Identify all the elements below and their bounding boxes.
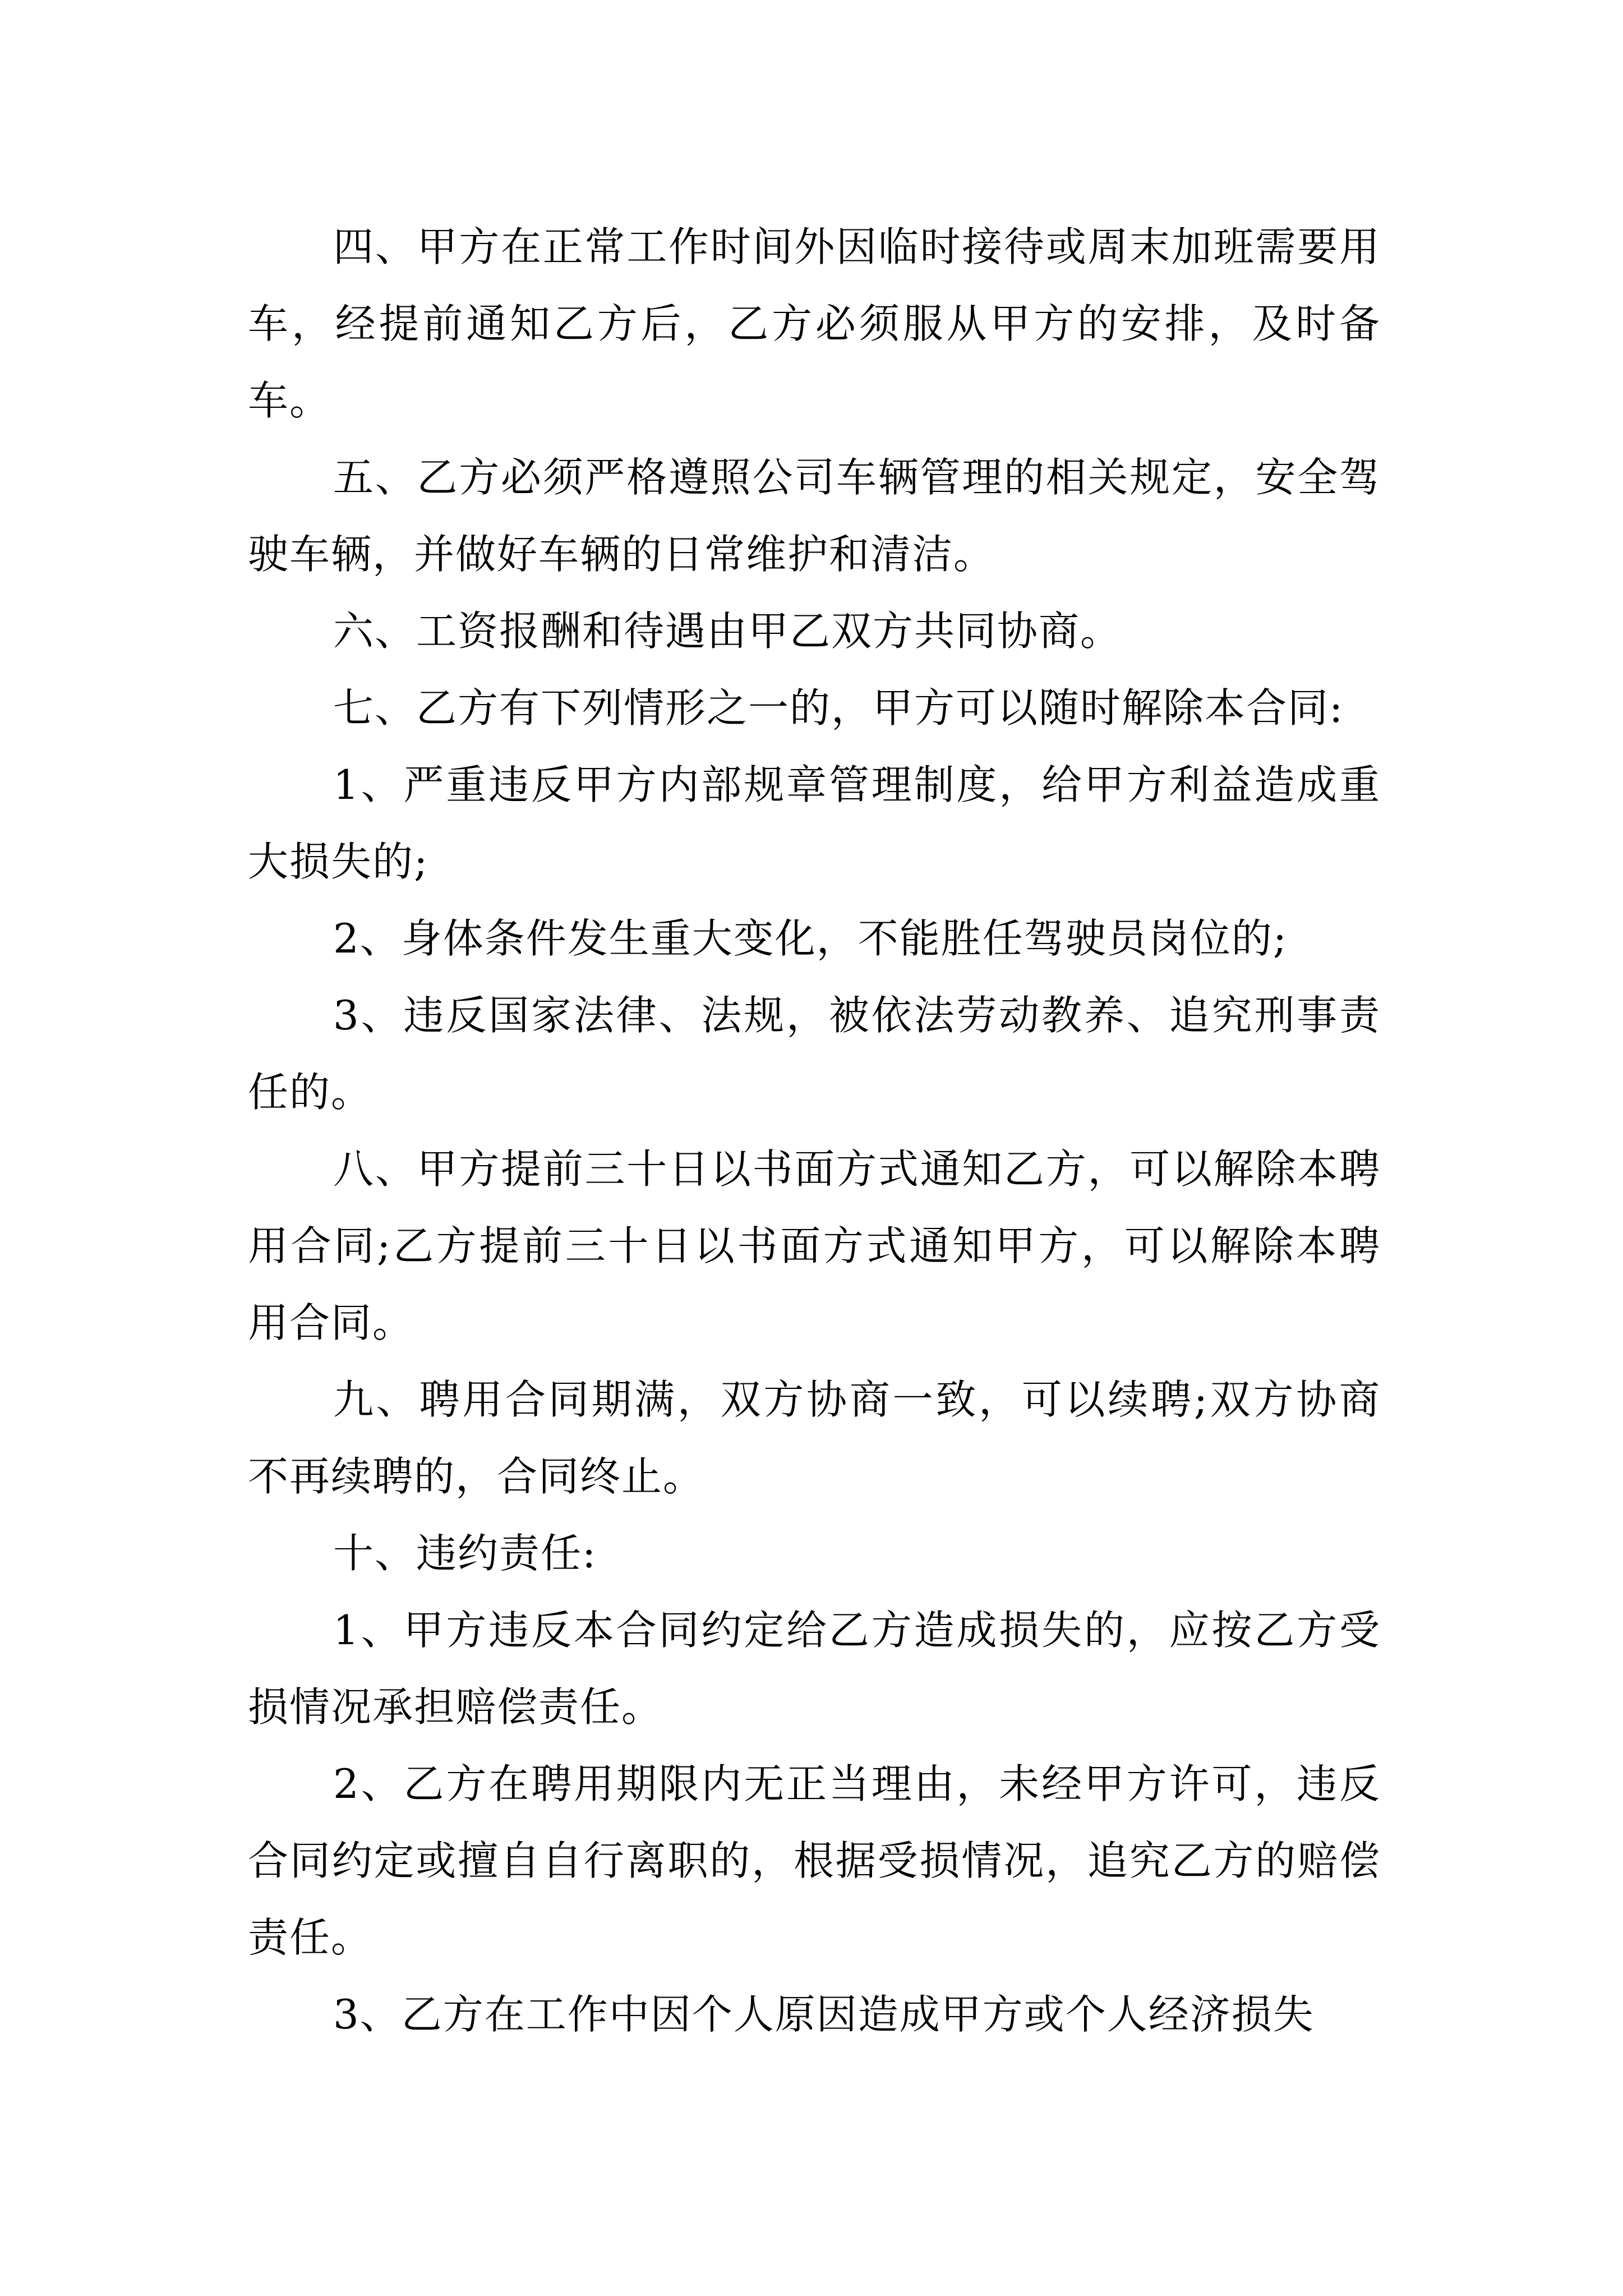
paragraph-clause-7: 七、乙方有下列情形之一的，甲方可以随时解除本合同: bbox=[333, 684, 1344, 731]
paragraph-clause-5: 五、乙方必须严格遵照公司车辆管理的相关规定，安全驾驶车辆，并做好车辆的日常维护和清洁。 bbox=[248, 454, 1381, 578]
paragraph-clause-8: 八、甲方提前三十日以书面方式通知乙方，可以解除本聘用合同;乙方提前三十日以书面方式通知甲方，可以解除本聘用合同。 bbox=[248, 1145, 1381, 1346]
paragraph-clause-4: 四、甲方在正常工作时间外因临时接待或周末加班需要用车，经提前通知乙方后，乙方必须服从甲方的安排，及时备车。 bbox=[248, 223, 1381, 424]
paragraph-clause-10: 十、违约责任: bbox=[333, 1530, 597, 1577]
paragraph-clause-9: 九、聘用合同期满，双方协商一致，可以续聘;双方协商不再续聘的，合同终止。 bbox=[248, 1376, 1381, 1500]
paragraph-clause-7-item-1: 1、严重违反甲方内部规章管理制度，给甲方利益造成重大损失的; bbox=[248, 761, 1381, 885]
paragraph-clause-7-item-2: 2、身体条件发生重大变化，不能胜任驾驶员岗位的; bbox=[333, 915, 1288, 962]
paragraph-clause-10-item-3: 3、乙方在工作中因个人原因造成甲方或个人经济损失 bbox=[333, 1991, 1315, 2038]
paragraph-clause-10-item-1: 1、甲方违反本合同约定给乙方造成损失的，应按乙方受损情况承担赔偿责任。 bbox=[248, 1607, 1381, 1731]
document-body bbox=[248, 209, 1381, 2053]
paragraph-clause-10-item-2: 2、乙方在聘用期限内无正当理由，未经甲方许可，违反合同约定或擅自自行离职的，根据受损情况，追究乙方的赔偿责任。 bbox=[248, 1760, 1381, 1961]
paragraph-clause-6: 六、工资报酬和待遇由甲乙双方共同协商。 bbox=[333, 608, 1122, 655]
paragraph-clause-7-item-3: 3、违反国家法律、法规，被依法劳动教养、追究刑事责任的。 bbox=[248, 992, 1381, 1116]
